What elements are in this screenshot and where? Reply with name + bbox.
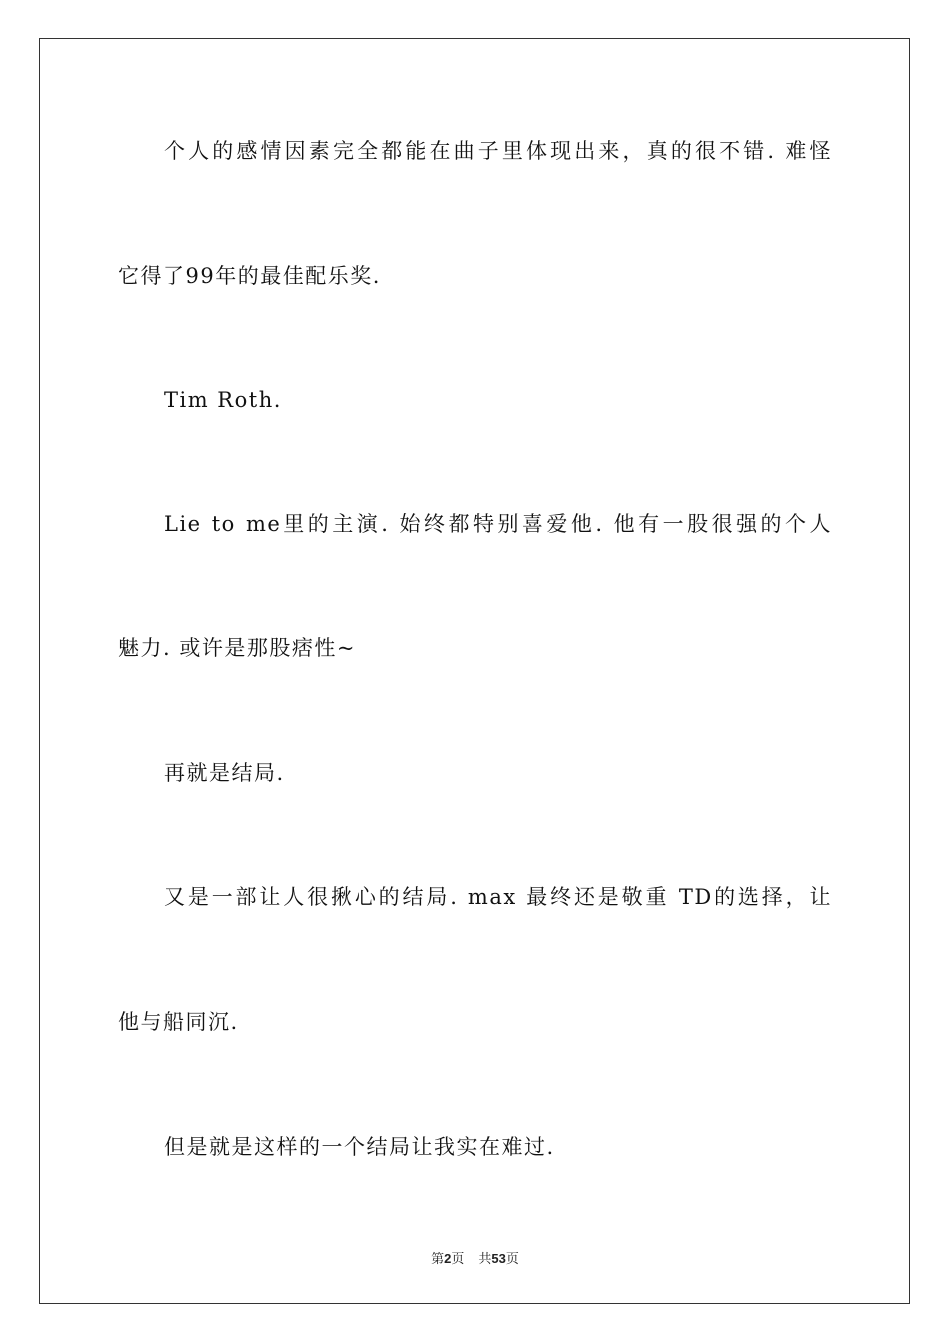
paragraph-line-9: 但是就是这样的一个结局让我实在难过. bbox=[164, 1135, 555, 1159]
paragraph-line-3: Tim Roth. bbox=[164, 388, 282, 412]
footer-total-prefix: 共 bbox=[478, 1251, 492, 1266]
page-footer bbox=[0, 1248, 950, 1267]
footer-total-pages: 53 bbox=[491, 1251, 506, 1266]
paragraph-line-6: 再就是结局. bbox=[164, 761, 285, 785]
footer-page-number: 2 bbox=[444, 1251, 452, 1266]
paragraph-line-5: 魅力. 或许是那股痞性~ bbox=[118, 636, 356, 660]
paragraph-line-2: 它得了99年的最佳配乐奖. bbox=[118, 264, 381, 288]
page-border bbox=[39, 38, 910, 1304]
paragraph-line-8: 他与船同沉. bbox=[118, 1010, 239, 1034]
paragraph-line-7: 又是一部让人很揪心的结局. max 最终还是敬重 TD的选择，让 bbox=[164, 885, 832, 909]
paragraph-line-1: 个人的感情因素完全都能在曲子里体现出来，真的很不错. 难怪 bbox=[164, 139, 832, 163]
footer-total-suffix: 页 bbox=[505, 1251, 519, 1266]
paragraph-line-4: Lie to me里的主演. 始终都特别喜爱他. 他有一股很强的个人 bbox=[164, 512, 832, 536]
footer-page-prefix: 第 bbox=[431, 1251, 445, 1266]
footer-page-suffix: 页 bbox=[451, 1251, 465, 1266]
